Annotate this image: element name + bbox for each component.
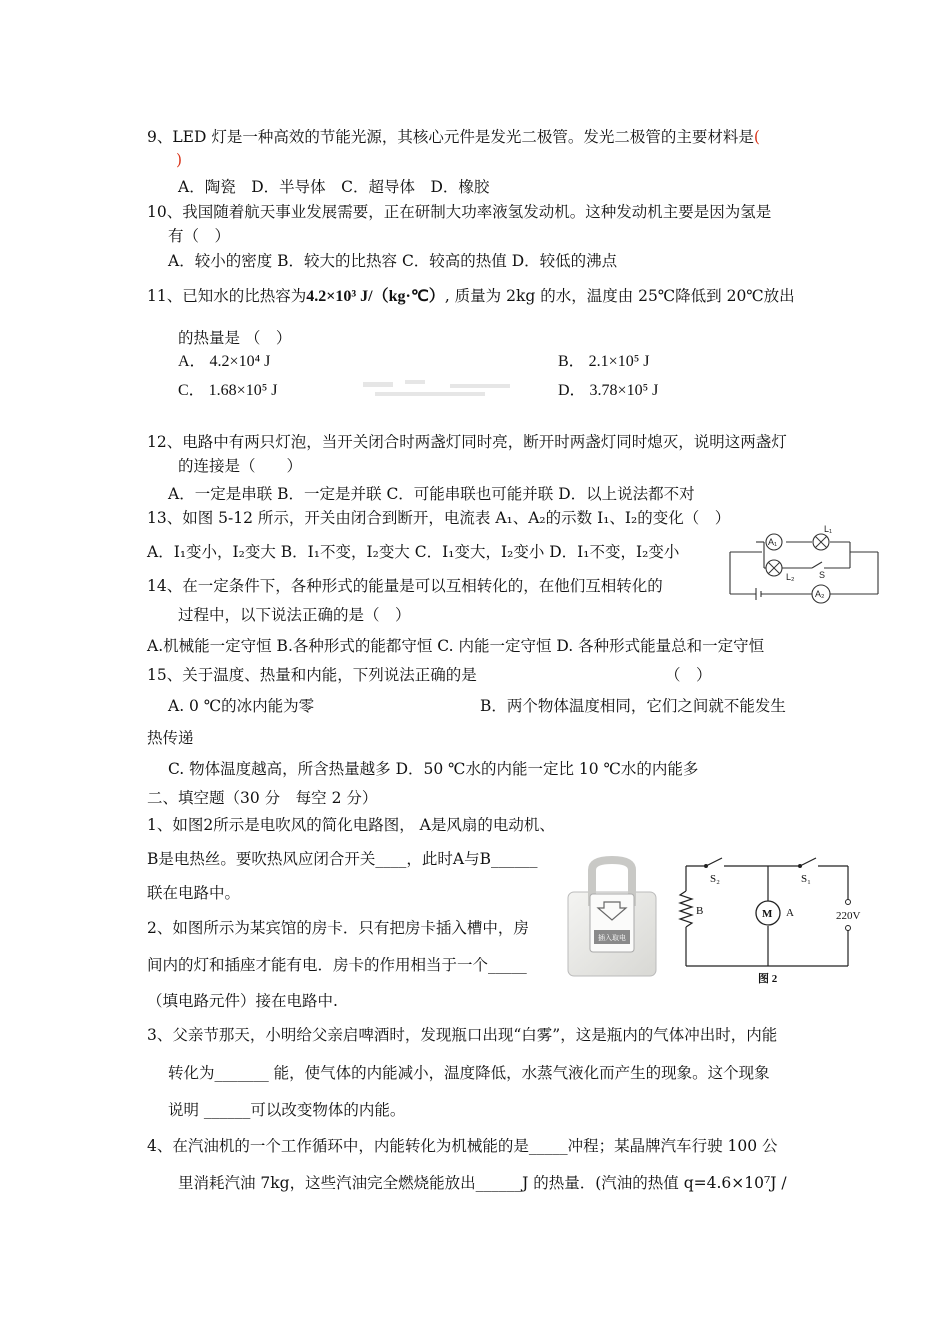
q11-suffix: , 质量为 2kg 的水，温度由 25℃降低到 20℃放出 [444,287,795,305]
q9-paren-close: ) [176,151,183,169]
room-card-image [566,858,658,978]
label-b: B [696,905,704,917]
q11-option-c: C． 1.68×10⁵ J [178,382,278,399]
q9-options: A．陶瓷 D．半导体 C．超导体 D．橡胶 [178,178,490,196]
q11-stem [147,286,795,307]
q11-line2: 的热量是 （ ） [178,329,292,347]
f3-line3: 说明 ______可以改变物体的内能。 [168,1101,406,1119]
label-s1: S₁ [801,873,811,885]
label-l1: L₁ [824,524,833,534]
q11-option-d: D． 3.78×10⁵ J [558,382,659,399]
scan-artifact [355,378,525,400]
label-s: S [819,570,826,580]
label-l2: L₂ [786,572,795,582]
q12-options: A．一定是串联 B．一定是并联 C．可能串联也可能并联 D．以上说法都不对 [168,485,695,503]
q11-option-b: B． 2.1×10⁵ J [558,353,650,370]
circuit-5-12-diagram [726,524,886,606]
hair-dryer-circuit-diagram [676,846,861,986]
card-label: 插入取电 [598,934,626,942]
q10-line2: 有（ ） [168,227,231,245]
q15-option-b-cont: 热传递 [147,729,194,747]
q9-text: 9、LED 灯是一种高效的节能光源，其核心元件是发光二极管。发光二极管的主要材料是 [147,128,754,146]
f2-line2: 间内的灯和插座才能有电．房卡的作用相当于一个_____ [147,956,527,974]
q15-option-b: B．两个物体温度相同，它们之间就不能发生 [480,697,786,715]
figure-caption: 图 2 [758,973,778,985]
q14-line1: 14、在一定条件下，各种形式的能量是可以互相转化的，在他们互相转化的 [147,577,663,595]
f3-line2: 转化为_______ 能，使气体的内能减小，温度降低，水蒸气液化而产生的现象。这个现象 [168,1064,770,1082]
q10-options: A．较小的密度 B．较大的比热容 C．较高的热值 D．较低的沸点 [168,252,618,270]
f1-line2: B是电热丝。要吹热风应闭合开关____，此时A与B______ [147,850,538,868]
label-220v: 220V [836,910,861,922]
label-a2: A₂ [815,589,825,599]
q11-prefix: 11、已知水的比热容为 [147,287,307,305]
q14-options: A.机械能一定守恒 B.各种形式的能都守恒 C. 内能一定守恒 D. 各种形式能量总和一定守恒 [147,637,765,655]
q15-paren: （ ） [665,666,712,684]
q15-line1: 15、关于温度、热量和内能，下列说法正确的是 [147,666,477,684]
f1-line1: 1、如图2所示是电吹风的简化电路图， A是风扇的电动机、 [147,816,555,834]
q15-option-a: A. 0 ℃的冰内能为零 [168,697,315,715]
q12-line2: 的连接是（ ） [178,457,303,475]
q13-options: A．I₁变小，I₂变大 B．I₁不变，I₂变大 C．I₁变大，I₂变小 D．I₁不变，I₂变小 [147,543,680,561]
q11-option-a: A． 4.2×10⁴ J [178,353,271,370]
f4-line2: 里消耗汽油 7kg，这些汽油完全燃烧能放出______J 的热量．(汽油的热值 q=4.6×10⁷J / [178,1174,787,1192]
q9-paren-open: ( [753,128,760,146]
q11-formula: 4.2×10³ J/（kg·℃） [306,288,445,305]
q10-line1: 10、我国随着航天事业发展需要，正在研制大功率液氢发动机。这种发动机主要是因为氢是 [147,203,772,221]
label-a: A [786,907,794,919]
label-a1: A₁ [768,537,778,547]
f1-line3: 联在电路中。 [147,884,241,902]
f3-line1: 3、父亲节那天，小明给父亲启啤酒时，发现瓶口出现“白雾”，这是瓶内的气体冲出时，内能 [147,1026,778,1044]
q9-stem [147,127,760,147]
section-2-title: 二、填空题（30 分 每空 2 分） [147,789,378,807]
q13-line1: 13、如图 5-12 所示，开关由闭合到断开，电流表 A₁、A₂的示数 I₁、I₂的变化（ ） [147,509,731,527]
q15-options-cd: C. 物体温度越高，所含热量越多 D．50 ℃水的内能一定比 10 ℃水的内能多 [168,760,699,778]
q12-line1: 12、电路中有两只灯泡，当开关闭合时两盏灯同时亮，断开时两盏灯同时熄灭，说明这两盏灯 [147,433,787,451]
f2-line1: 2、如图所示为某宾馆的房卡．只有把房卡插入槽中，房 [147,919,529,937]
q14-line2: 过程中，以下说法正确的是（ ） [178,606,411,624]
label-s2: S₂ [710,873,720,885]
f2-line3: （填电路元件）接在电路中. [147,992,338,1010]
label-m: M [762,908,773,920]
f4-line1: 4、在汽油机的一个工作循环中，内能转化为机械能的是_____冲程；某晶牌汽车行驶 100 公 [147,1137,778,1155]
